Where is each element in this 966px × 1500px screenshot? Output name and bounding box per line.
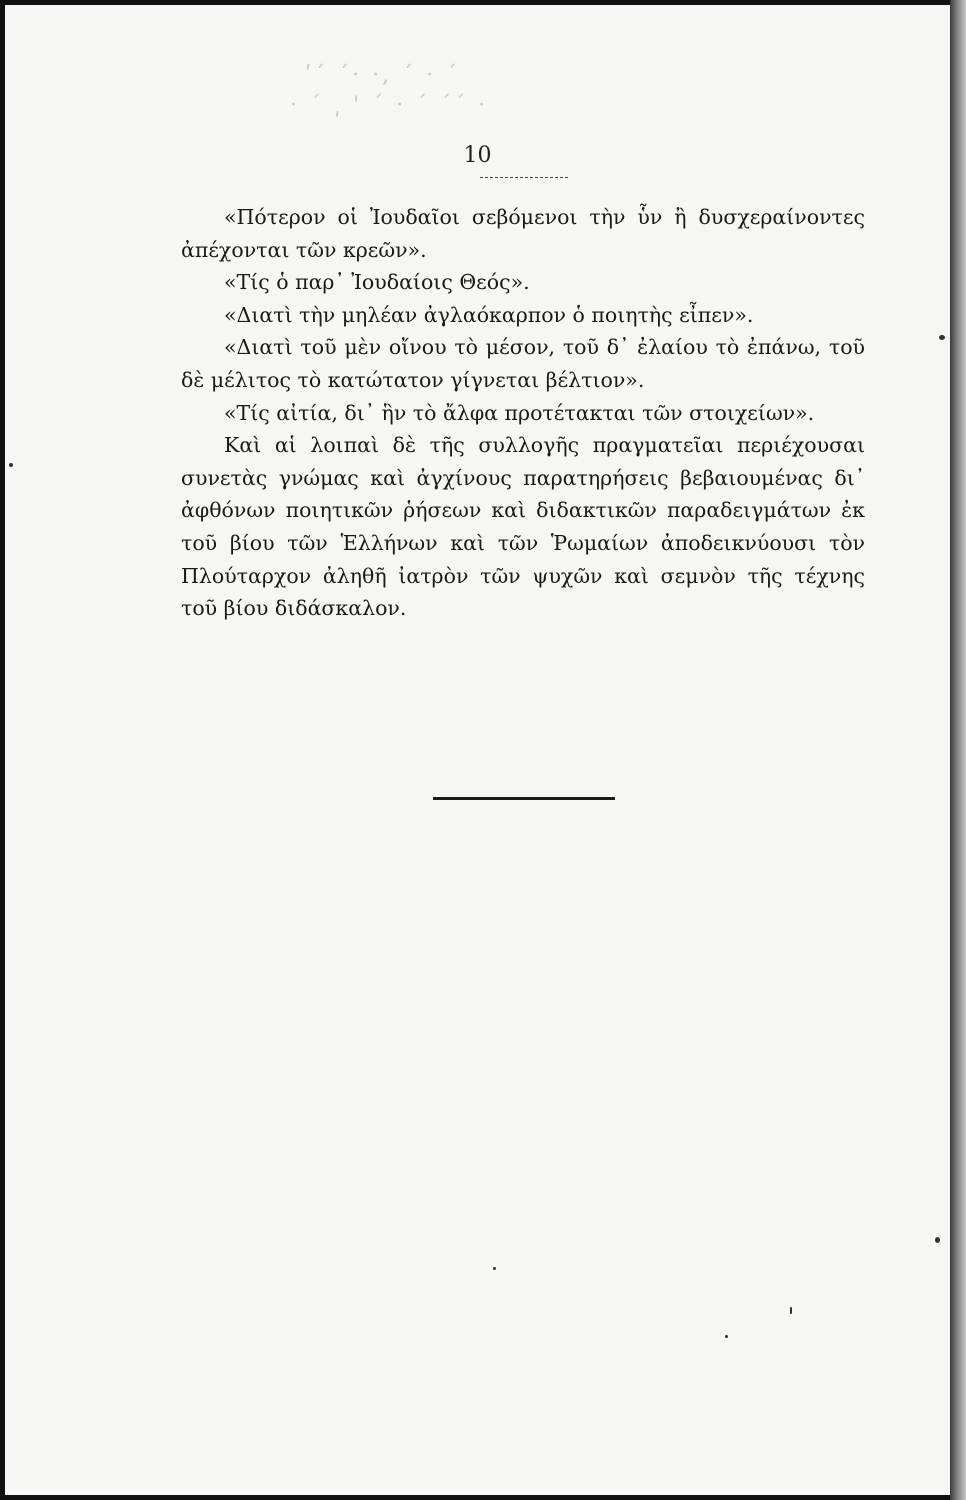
print-speck	[935, 1237, 940, 1243]
document-page	[5, 5, 950, 1495]
body-text	[181, 201, 865, 625]
print-speck	[9, 463, 13, 467]
page-number-rule	[480, 177, 568, 178]
show-through-text: · ΄ ͵ ' ΄ · ΄ ΄΄ ·	[290, 93, 489, 118]
paragraph: Καὶ αἱ λοιπαὶ δὲ τῆς συλλογῆς πραγματεῖαι περιέχουσαι συνετὰς γνώμας καὶ ἀγχίνους παρατηρήσεις βεβαιουμένας δι᾽ ἀφθόνων ποιητικῶν ῥήσεων καὶ διδακτικῶν παραδειγμάτων ἐκ τοῦ βίου τῶν Ἑλλήνων καὶ τῶν Ῥωμαίων ἀποδεικνύουσι τὸν Πλούταρχον ἀληθῆ ἰατρὸν τῶν ψυχῶν καὶ σεμνὸν τῆς τέχνης τοῦ βίου διδάσκαλον.	[181, 433, 865, 621]
scan-edge	[950, 0, 966, 1500]
print-speck	[939, 335, 945, 340]
page-number: 10	[463, 143, 492, 168]
paragraph: «Διατὶ τοῦ μὲν οἴνου τὸ μέσον, τοῦ δ᾽ ἐλαίου τὸ ἐπάνω, τοῦ δὲ μέλιτος τὸ κατώτατον γίγνεται βέλτιον».	[181, 335, 865, 392]
print-speck	[790, 1307, 792, 1314]
print-speck	[725, 1335, 728, 1338]
paragraph: «Τίς αἰτία, δι᾽ ἣν τὸ ἄλφα προτέτακται τῶν στοιχείων».	[224, 400, 815, 425]
paragraph: «Πότερον οἱ Ἰουδαῖοι σεβόμενοι τὴν ὗν ἢ δυσχεραίνοντες ἀπέχονται τῶν κρεῶν».	[181, 205, 865, 262]
show-through-text: ʹ΄ ΄· ·, ΄ · ΄	[305, 63, 461, 88]
paragraph: «Διατὶ τὴν μηλέαν ἀγλαόκαρπον ὁ ποιητὴς εἶπεν».	[224, 302, 754, 327]
section-end-rule	[433, 797, 615, 800]
print-speck	[493, 1267, 496, 1270]
paragraph: «Τίς ὁ παρ᾽ Ἰουδαίοις Θεός».	[224, 270, 530, 295]
